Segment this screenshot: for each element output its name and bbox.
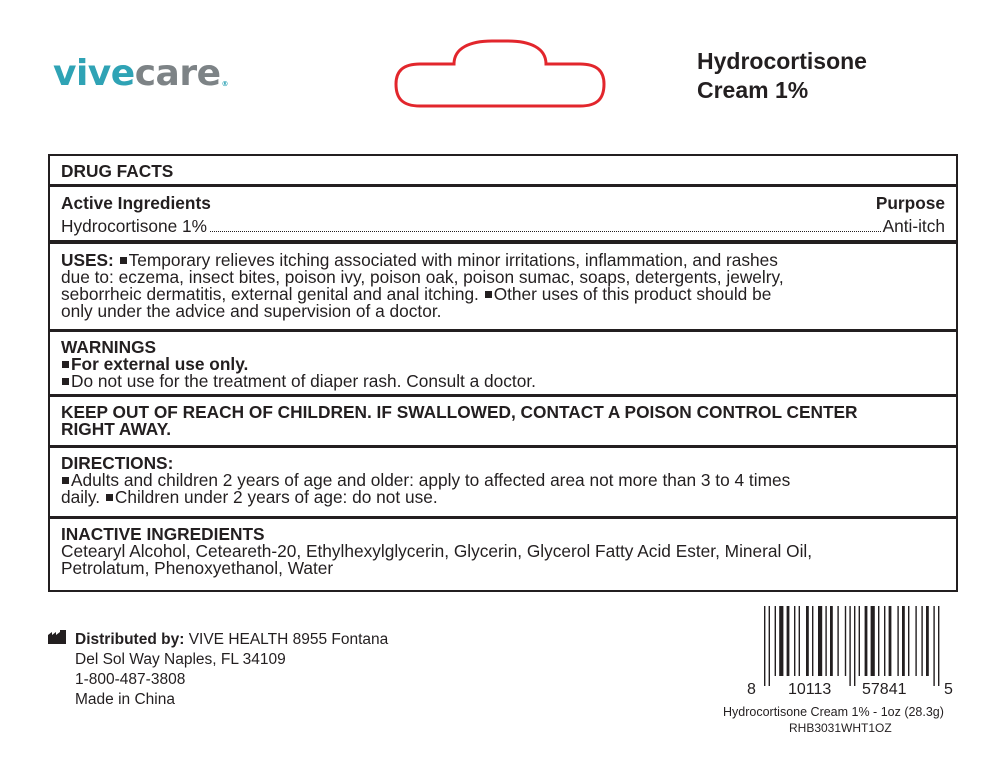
uses-line-4: only under the advice and supervision of a doctor. [61, 301, 442, 321]
logo-part-care: care [134, 53, 221, 94]
keep-out-line-1: KEEP OUT OF REACH OF CHILDREN. IF SWALLOWED, CONTACT A POISON CONTROL CENTER [61, 402, 858, 422]
barcode-bar [830, 606, 833, 676]
warnings-heading: WARNINGS [61, 337, 157, 357]
barcode-bar [865, 606, 868, 676]
barcode-digit-last: 5 [944, 681, 953, 698]
uses-label: USES: [61, 250, 114, 270]
keep-out-line-2: RIGHT AWAY. [61, 419, 172, 439]
product-title-line1: Hydrocortisone [697, 48, 867, 74]
barcode-bar [854, 606, 855, 686]
distributor-label: Distributed by: [75, 631, 185, 648]
barcode [762, 606, 942, 686]
barcode-bar [859, 606, 860, 676]
barcode-bar [938, 606, 939, 686]
directions-section [50, 448, 956, 519]
distributor-name: VIVE HEALTH 8955 Fontana [188, 631, 389, 648]
barcode-bar [926, 606, 929, 676]
keep-out-section [50, 397, 956, 448]
barcode-bar [933, 606, 934, 686]
country-of-origin: Made in China [75, 691, 175, 708]
active-ingredients-heading: Active Ingredients [61, 193, 211, 213]
warning-item-2 [61, 373, 945, 390]
logo-part-vive: vive [53, 53, 135, 94]
barcode-bar [902, 606, 905, 676]
active-ingredients-section [50, 187, 956, 244]
barcode-sku: RHB3031WHT1OZ [789, 721, 892, 735]
product-title [697, 47, 867, 105]
active-ingredient-name: Hydrocortisone 1% [61, 216, 207, 236]
inactive-line-1: Cetearyl Alcohol, Ceteareth-20, Ethylhexylglycerin, Glycerin, Glycerol Fatty Acid Ester, Mineral Oil, [61, 541, 813, 561]
barcode-bar [775, 606, 776, 676]
uses-line-2: due to: eczema, insect bites, poison ivy, poison oak, poison sumac, soaps, detergents, jewelry, [61, 267, 784, 287]
registered-mark: ® [221, 80, 229, 88]
inactive-line-2: Petrolatum, Phenoxyethanol, Water [61, 558, 334, 578]
distributor-line-1 [75, 630, 388, 650]
barcode-bar [915, 606, 916, 676]
bullet-icon [485, 291, 492, 298]
directions-text-1: Adults and children 2 years of age and older: apply to affected area not more than 3 to 4 times [71, 470, 791, 490]
barcode-bar [764, 606, 765, 686]
bullet-icon [106, 494, 113, 501]
barcode-bar [769, 606, 770, 686]
inactive-ingredients-section [50, 519, 956, 590]
barcode-caption: Hydrocortisone Cream 1% - 1oz (28.3g) [723, 705, 944, 719]
bullet-icon [120, 257, 127, 264]
directions-text-2b: Children under 2 years of age: do not use. [114, 487, 438, 507]
uses-text-3b: Other uses of this product should be [493, 284, 772, 304]
cloud-outline-icon [394, 39, 606, 109]
directions-text-2a: daily. [61, 487, 101, 507]
barcode-bar [921, 606, 922, 676]
product-title-line2: Cream 1% [697, 77, 809, 103]
inactive-heading: INACTIVE INGREDIENTS [61, 524, 265, 544]
barcode-bar [889, 606, 892, 676]
barcode-bar [897, 606, 898, 676]
barcode-bar [825, 606, 826, 676]
drug-facts-title-section [50, 156, 956, 187]
directions-line-2 [61, 489, 945, 506]
drug-facts-heading: DRUG FACTS [61, 161, 174, 181]
active-ingredient-purpose: Anti-itch [882, 216, 945, 236]
barcode-bar [878, 606, 879, 676]
barcode-bar [871, 606, 875, 676]
barcode-group-1: 10113 [788, 681, 832, 698]
barcode-bar [849, 606, 850, 686]
barcode-bar [812, 606, 813, 676]
directions-heading: DIRECTIONS: [61, 453, 174, 473]
bullet-icon [62, 378, 69, 385]
factory-icon [48, 630, 66, 644]
barcode-bar [806, 606, 809, 676]
bullet-icon [62, 477, 69, 484]
uses-text-3a: seborrheic dermatitis, external genital and anal itching. [61, 284, 479, 304]
warning-item-2-text: Do not use for the treatment of diaper rash. Consult a doctor. [71, 371, 536, 391]
barcode-digit-first: 8 [747, 681, 756, 698]
purpose-heading: Purpose [875, 193, 945, 213]
bullet-icon [62, 361, 69, 368]
uses-section [50, 244, 956, 332]
barcode-bar [837, 606, 838, 676]
barcode-bar [787, 606, 790, 676]
vivecare-logo [53, 52, 228, 96]
uses-text-1: Temporary relieves itching associated with minor irritations, inflammation, and rashes [128, 250, 778, 270]
barcode-bar [884, 606, 885, 676]
distributor-address: Del Sol Way Naples, FL 34109 [75, 651, 286, 668]
barcode-bar [908, 606, 909, 676]
barcode-bar [845, 606, 846, 676]
barcode-bar [818, 606, 822, 676]
barcode-bar [799, 606, 800, 676]
barcode-group-2: 57841 [862, 681, 907, 698]
barcode-bar [794, 606, 795, 676]
drug-facts-panel [48, 154, 958, 592]
distributor-block [75, 630, 388, 710]
distributor-phone: 1-800-487-3808 [75, 671, 186, 688]
warning-item-1-text: For external use only. [71, 354, 249, 374]
barcode-bar [779, 606, 783, 676]
dotted-leader [210, 230, 881, 232]
warnings-section [50, 332, 956, 397]
